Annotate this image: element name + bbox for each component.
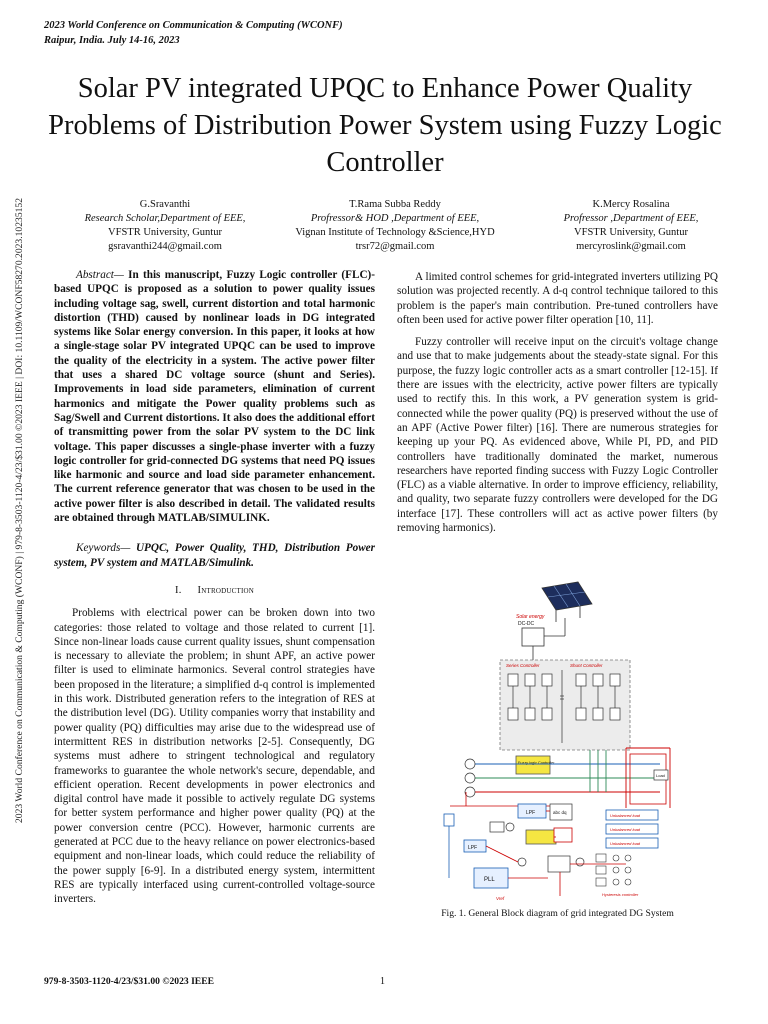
controller-container xyxy=(500,660,630,750)
keywords-text: UPQC, Power Quality, THD, Distribution Power system, PV system and MATLAB/Simulink. xyxy=(54,542,375,569)
unbalanced-load-label: Unbalanced load xyxy=(610,841,641,846)
load-label: Load xyxy=(656,773,665,778)
keywords-lead: Keywords— xyxy=(76,542,131,555)
section-heading xyxy=(54,584,375,598)
conference-name: 2023 World Conference on Communication & Computing (WCONF) xyxy=(44,20,343,31)
fuzzy-logic-controller-label: Fuzzy logic Controller xyxy=(518,761,555,765)
abstract xyxy=(54,268,375,525)
author-2 xyxy=(260,198,530,254)
shunt-controller-label: Shunt Controller xyxy=(570,663,603,668)
grid-phase-lines xyxy=(466,748,670,808)
lpf-block-3 xyxy=(554,828,572,842)
fuzzy-logic-controller-box xyxy=(516,756,550,774)
doi-side-text: 2023 World Conference on Communication & Computing (WCONF) | 979-8-3503-1120-4/23/$31.00 ©2023 IEEE | DOI: 10.1109/WCONF58270.2023.10235152 xyxy=(13,197,25,823)
author-name: G.Sravanthi xyxy=(139,199,191,210)
series-controller-label: Series Controller xyxy=(506,663,540,668)
unbalanced-load-label: Unbalanced load xyxy=(610,813,641,818)
sensor-block xyxy=(444,814,454,826)
pi-block xyxy=(490,822,504,832)
abstract-lead: Abstract— xyxy=(76,269,124,281)
solar-panel-icon xyxy=(542,582,592,622)
author-email: trsr72@gmail.com xyxy=(355,241,435,252)
unbalanced-load-group xyxy=(606,810,658,848)
page-number: 1 xyxy=(380,976,385,987)
paper-title: Solar PV integrated UPQC to Enhance Power Quality Problems of Distribution Power System using Fuzzy Logic Controller xyxy=(48,73,722,178)
dc-dc-box xyxy=(522,628,544,646)
author-affiliation: Profressor& HOD ,Department of EEE, xyxy=(310,213,480,224)
abc-dq-label: abc dq xyxy=(553,810,567,815)
section-name: Introduction xyxy=(197,584,254,596)
author-institution: Vignan Institute of Technology &Science,HYD xyxy=(295,227,495,238)
author-email: mercyroslink@gmail.com xyxy=(576,241,686,252)
lpf-label-2: LPF xyxy=(468,845,478,851)
right-column xyxy=(397,270,718,543)
author-institution: VFSTR University, Guntur xyxy=(108,227,222,238)
doi-side-strip xyxy=(8,110,30,910)
lpf-label-1: LPF xyxy=(526,810,536,816)
dc-dc-label: DC-DC xyxy=(518,621,535,627)
left-column xyxy=(54,268,375,914)
hysteresis-controller-block xyxy=(596,854,631,886)
section-number: I. xyxy=(175,584,182,596)
author-institution: VFSTR University, Guntur xyxy=(574,227,688,238)
source-symbols xyxy=(465,759,475,797)
unbalanced-load-label: Unbalanced load xyxy=(610,827,641,832)
vref-label: Vref xyxy=(496,896,505,901)
figure-block-diagram xyxy=(430,578,688,904)
author-affiliation: Research Scholar,Department of EEE, xyxy=(84,213,246,224)
body-paragraph: Fuzzy controller will receive input on the circuit's voltage change and use that to make judgements about the steady-state signal. For this purpose, the fuzzy logic controller acts as a smart controller [12-15]. If there are issues with the electricity, active power filters are typically used to rectify this. In this work, a PV generation system is grid-connected while the power quality (PQ) is preserved without the use of an APF (Active Power filter) [16]. There are numerous strategies for keeping up your PQ. As evidenced above, While PI, PD, and PID controllers have traditionally dominated the market, numerous researchers have reported finding success with Fuzzy Logic Controller (FLC) as a viable alternative. In order to improve efficiency, reliability, and quality, two separate fuzzy controllers were developed for the DG interface [17]. These controllers will act as active power filters (by removing harmonics). xyxy=(397,336,718,535)
footer-isbn: 979-8-3503-1120-4/23/$31.00 ©2023 IEEE xyxy=(44,976,214,987)
author-3 xyxy=(520,198,742,254)
hysteresis-controller-label: Hysteresis controller xyxy=(602,892,639,897)
author-1 xyxy=(40,198,290,254)
author-name: T.Rama Subba Reddy xyxy=(349,199,441,210)
fuzzy-controller-small xyxy=(526,830,556,844)
solar-energy-label: Solar energy xyxy=(516,614,545,620)
dq-abc-block xyxy=(548,856,570,872)
intro-paragraph: Problems with electrical power can be broken down into two categories: those related to voltage and those related to current [1]. Since non-linear loads cause current quality issues, shunt compensation is necessary to alleviate the problem; in shunt APF, an active power filter is used to eliminate harmonics. Several control strategies have been proposed in the literature; a simplified d-q control is implemented in this work. Distributed generation refers to the integration of RES at the distribution level (DG). Utility companies worry that instability and power quality (PQ) difficulties may arise due to the widespread use of intermittent RES in distribution networks [2-5]. Consequently, DG systems must adhere to stringent technological and regulatory frameworks to guarantee the whole network's secure, dependable, and efficient operation. Recent developments in power electronics and digital control have made it possible to actively regulate DG systems for better system performance and higher power quality (PQ) at the power conversion centre (PCC). However, harmonic currents are generated at PCC due to the heavy reliance on power electronics-based equipment and non-linear loads, which could reduce the reliability of the power supply [6-9]. In a distributed energy system, intermittent RES are typically interfaced using current-controlled voltage-source inverters. xyxy=(54,607,375,906)
pll-label: PLL xyxy=(484,877,495,883)
figure-caption: Fig. 1. General Block diagram of grid integrated DG System xyxy=(441,908,674,919)
author-affiliation: Profressor ,Department of EEE, xyxy=(563,213,699,224)
keywords xyxy=(54,541,375,570)
block-diagram-svg xyxy=(430,578,688,904)
conference-header xyxy=(44,18,343,48)
author-name: K.Mercy Rosalina xyxy=(592,199,670,210)
body-paragraph: A limited control schemes for grid-integrated inverters utilizing PQ solution was projected recently. A d-q control technique tailored to this problem is the paper's main contribution. Pre-tuned controllers have often been used for active power filter operation [10, 11]. xyxy=(397,271,718,326)
abstract-text: In this manuscript, Fuzzy Logic controller (FLC)-based UPQC is proposed as a solution to power quality issues including voltage sag, swell, current distortion and total harmonic distortion (THD) caused by nonlinear loads in DG integrated systems like Solar energy conversion. In this paper, it looks at how a single-stage solar PV integrated UPQC can be used to improve the quality of the electricity in a system. The active power filter that uses a shared DC voltage source (shunt and Series). Improvements in load side parameters, elimination of current harmonics and mitigate the Power quality problems such as Sag/Swell and Current distortions. It also does the additional effort of transmitting power from the solar PV system to the DC link voltage. This paper discusses a single-phase inverter with a fuzzy logic controller for grid-connected DG systems that need PQ issues like harmonic and source and load side parameter enhancement. The current reference generator that was chosen to be used in the active power filter is also described in detail. The validated results are obtained through MATLAB/SIMULINK. xyxy=(54,269,375,525)
author-email: gsravanthi244@gmail.com xyxy=(108,241,222,252)
conference-venue: Raipur, India. July 14-16, 2023 xyxy=(44,35,180,46)
